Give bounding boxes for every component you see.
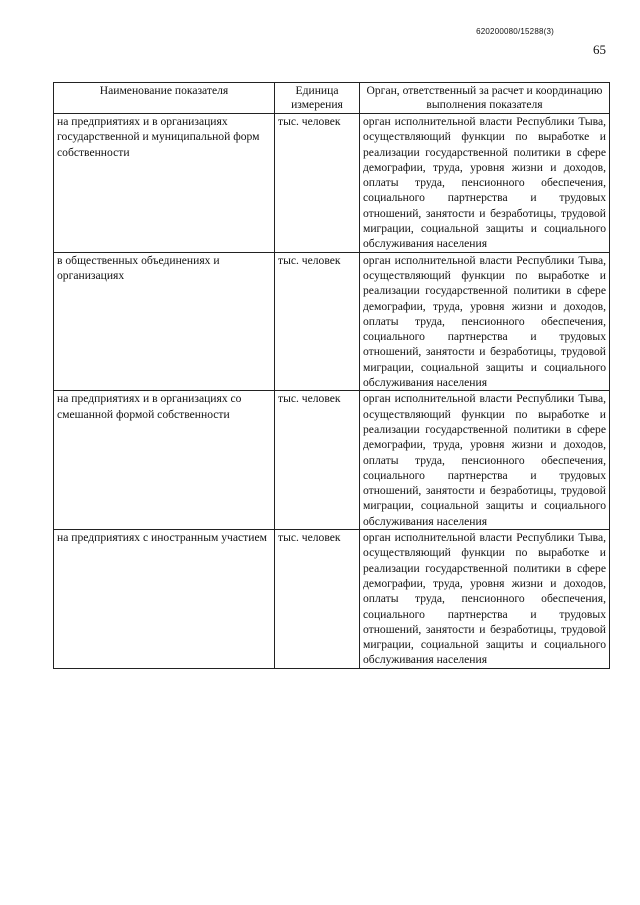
table-row: [54, 252, 610, 391]
header-responsible-organ: Орган, ответственный за расчет и координацию выполнения показателя: [360, 83, 610, 114]
document-code: 620200080/15288(3): [476, 27, 554, 36]
table-row: [54, 530, 610, 669]
indicator-name-cell: на предприятиях и в организациях государственной и муниципальной форм собственности: [54, 114, 275, 253]
table-row: [54, 391, 610, 530]
table-header: [54, 83, 610, 114]
table-body: [54, 114, 610, 669]
header-unit: Единица измерения: [275, 83, 360, 114]
table-row: [54, 114, 610, 253]
unit-cell: тыс. человек: [275, 530, 360, 669]
header-indicator-name: Наименование показателя: [54, 83, 275, 114]
responsible-organ-cell: орган исполнительной власти Республики Тыва, осуществляющий функции по выработке и реализации государственной политики в сфере демографии, труда, уровня жизни и доходов, оплаты труда, пенсионного обеспечения, социального партнерства и трудовых отношений, занятости и безработицы, трудовой миграции, социальной защиты и социального обслуживания населения: [360, 252, 610, 391]
indicator-name-cell: в общественных объединениях и организациях: [54, 252, 275, 391]
indicator-name-cell: на предприятиях и в организациях со смешанной формой собственности: [54, 391, 275, 530]
responsible-organ-cell: орган исполнительной власти Республики Тыва, осуществляющий функции по выработке и реализации государственной политики в сфере демографии, труда, уровня жизни и доходов, оплаты труда, пенсионного обеспечения, социального партнерства и трудовых отношений, занятости и безработицы, трудовой миграции, социальной защиты и социального обслуживания населения: [360, 391, 610, 530]
responsible-organ-cell: орган исполнительной власти Республики Тыва, осуществляющий функции по выработке и реализации государственной политики в сфере демографии, труда, уровня жизни и доходов, оплаты труда, пенсионного обеспечения, социального партнерства и трудовых отношений, занятости и безработицы, трудовой миграции, социальной защиты и социального обслуживания населения: [360, 114, 610, 253]
unit-cell: тыс. человек: [275, 252, 360, 391]
header-row: [54, 83, 610, 114]
responsible-organ-cell: орган исполнительной власти Республики Тыва, осуществляющий функции по выработке и реализации государственной политики в сфере демографии, труда, уровня жизни и доходов, оплаты труда, пенсионного обеспечения, социального партнерства и трудовых отношений, занятости и безработицы, трудовой миграции, социальной защиты и социального обслуживания населения: [360, 530, 610, 669]
unit-cell: тыс. человек: [275, 391, 360, 530]
indicator-name-cell: на предприятиях с иностранным участием: [54, 530, 275, 669]
indicators-table: [53, 82, 610, 669]
page-number: 65: [593, 42, 606, 57]
unit-cell: тыс. человек: [275, 114, 360, 253]
